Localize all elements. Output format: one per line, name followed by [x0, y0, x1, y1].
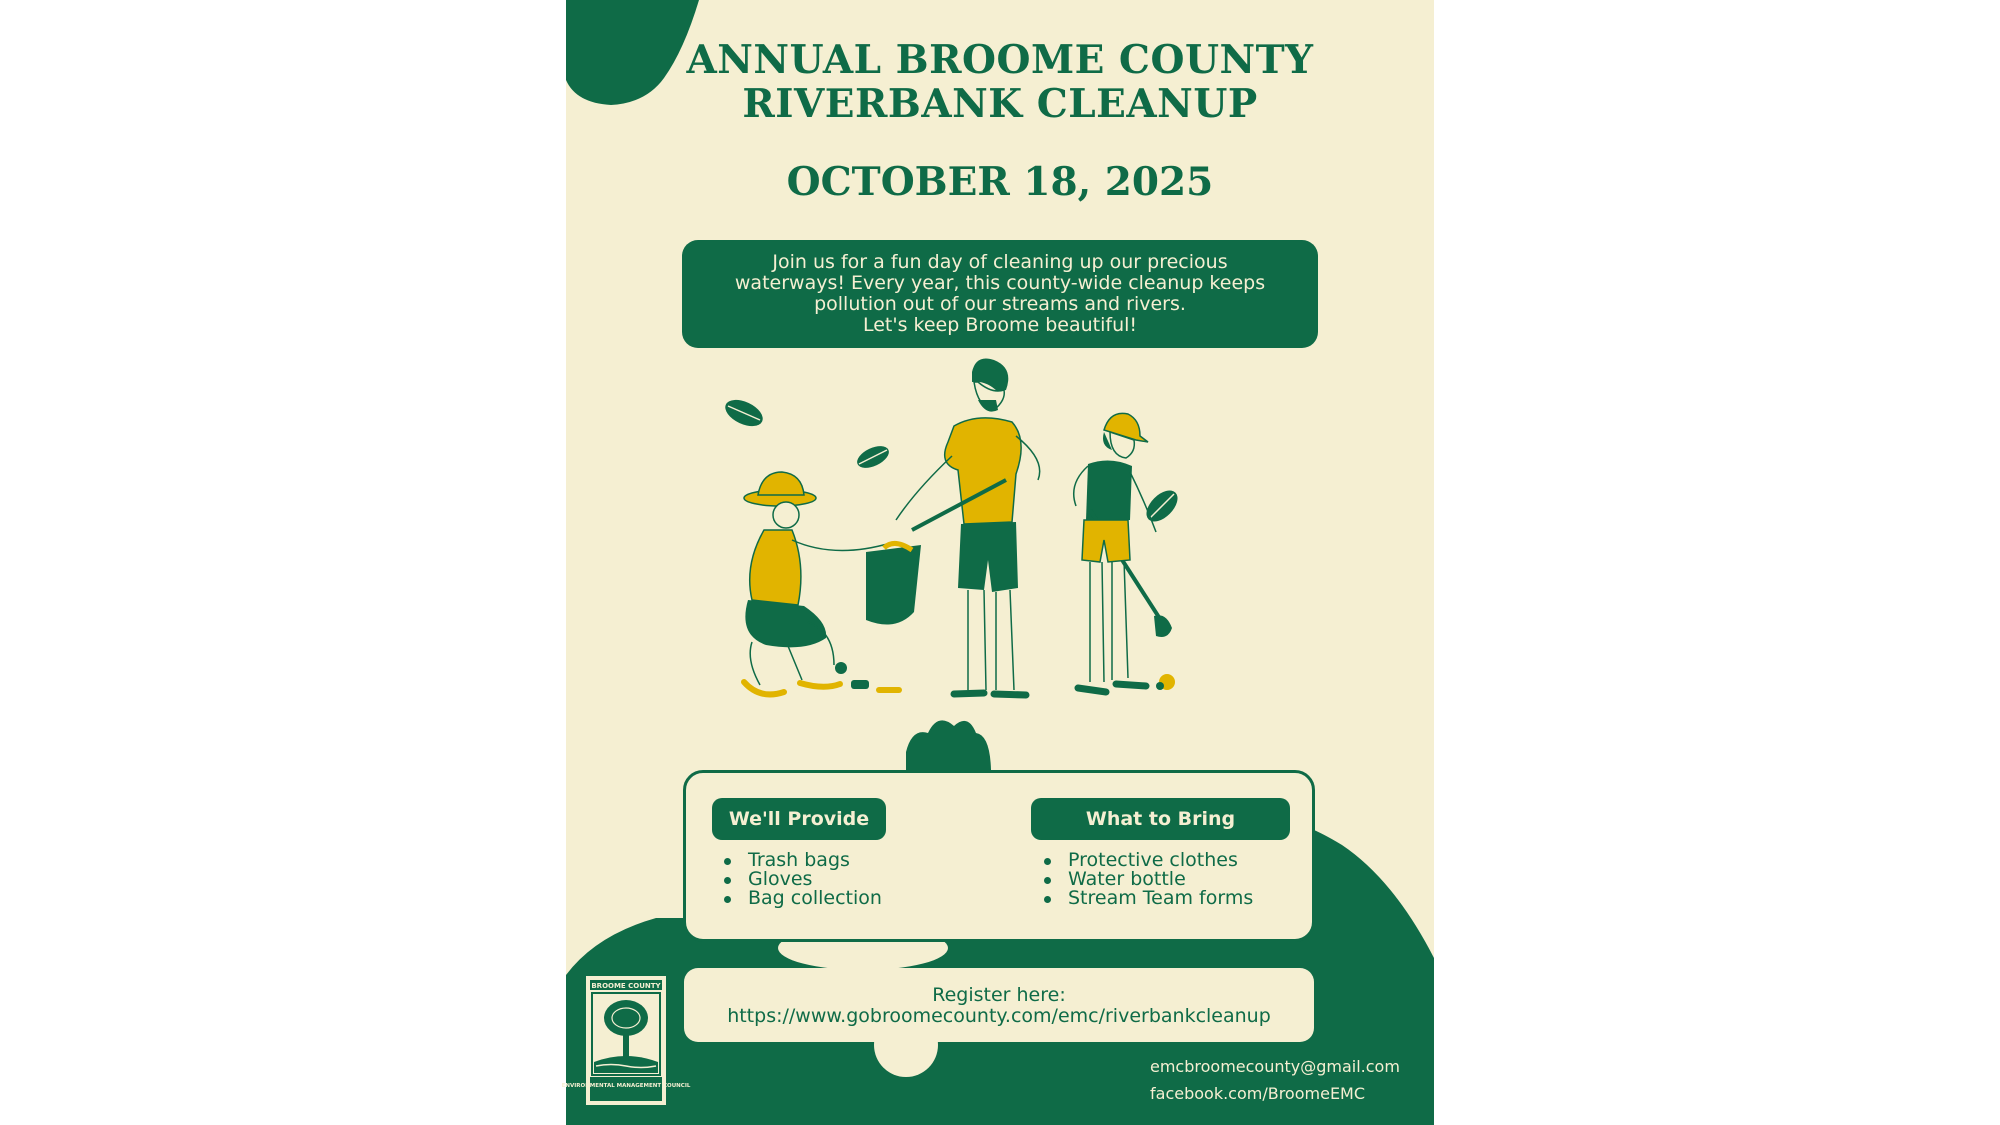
- title-line-1: ANNUAL BROOME COUNTY: [686, 37, 1314, 83]
- leaf-icon: [854, 442, 892, 473]
- list-item: Water bottle: [1043, 870, 1253, 889]
- intro-line-3: pollution out of our streams and rivers.: [814, 293, 1186, 315]
- title-line-2: RIVERBANK CLEANUP: [742, 81, 1258, 127]
- bring-heading: What to Bring: [1031, 798, 1290, 840]
- emc-logo: [561, 976, 691, 1105]
- provide-heading: We'll Provide: [712, 798, 886, 840]
- register-box: [684, 968, 1314, 1042]
- provide-list: [723, 851, 882, 908]
- event-title: [566, 38, 1434, 126]
- flyer: [561, 0, 1434, 1125]
- list-item: Bag collection: [723, 889, 882, 908]
- intro-line-4: Let's keep Broome beautiful!: [862, 314, 1138, 336]
- list-item: Protective clothes: [1043, 851, 1253, 870]
- bring-list: [1043, 851, 1253, 908]
- event-date: OCTOBER 18, 2025: [786, 159, 1214, 205]
- logo-bottom-text: ENVIRONMENTAL MANAGEMENT COUNCIL: [561, 1083, 691, 1089]
- contact-email[interactable]: emcbroomecounty@gmail.com: [1150, 1057, 1400, 1076]
- info-panel: [683, 770, 1315, 942]
- contact-facebook[interactable]: facebook.com/BroomeEMC: [1150, 1084, 1366, 1103]
- boy-figure: [1074, 413, 1175, 692]
- list-item: Trash bags: [723, 851, 882, 870]
- man-figure: [896, 359, 1040, 696]
- leaf-icon: [721, 395, 767, 432]
- list-item: Stream Team forms: [1043, 889, 1253, 908]
- volunteers-illustration: [716, 360, 1316, 730]
- intro-box: [682, 240, 1318, 348]
- list-item: Gloves: [723, 870, 882, 889]
- register-link[interactable]: https://www.gobroomecounty.com/emc/riverbankcleanup: [727, 1005, 1271, 1027]
- intro-line-1: Join us for a fun day of cleaning up our precious: [772, 251, 1228, 273]
- trash-bag-icon: [866, 543, 921, 624]
- leaf-icon: [1141, 485, 1183, 527]
- logo-top-text: BROOME COUNTY: [591, 982, 661, 990]
- register-label: Register here:: [932, 984, 1066, 1006]
- intro-line-2: waterways! Every year, this county-wide cleanup keeps: [734, 272, 1266, 294]
